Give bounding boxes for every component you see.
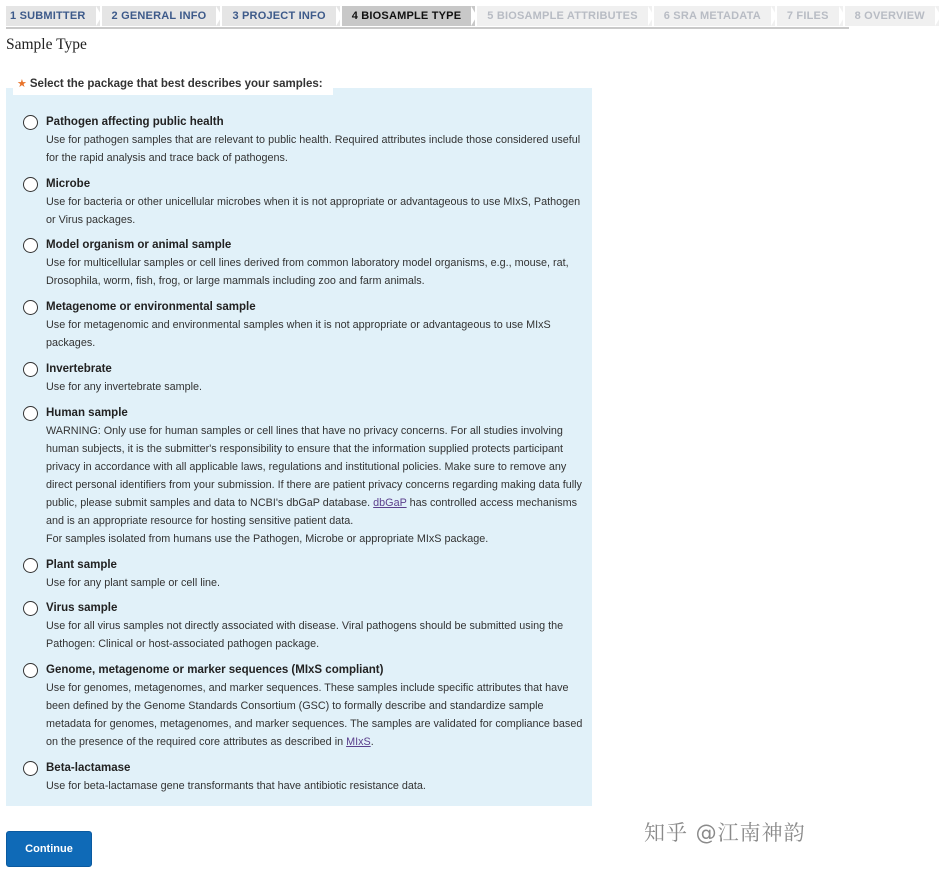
step-submitter[interactable]: 1 SUBMITTER	[6, 6, 100, 26]
option-title: Invertebrate	[46, 363, 112, 375]
package-prompt-text: Select the package that best describes your samples:	[29, 78, 323, 90]
radio-model-organism[interactable]	[23, 238, 38, 253]
step-files: 7 FILES	[777, 6, 843, 26]
option-description: Use for all virus samples not directly associated with disease. Viral pathogens should be submitted using the Pathogen: Clinical or host-associated pathogen package.	[46, 620, 564, 650]
radio-plant[interactable]	[23, 558, 38, 573]
human-warning-text: WARNING: Only use for human samples or cell lines that have no privacy concerns. For all studies involving human subjects, it is the submitter's responsibility to ensure that the information supplied protects participant privacy in accordance with all applicable laws, regulations and institutional policies. Make sure to remove any direct personal identifiers from your submission. If there are patient privacy concerns regarding making data fully public, please submit samples and data to NCBI's dbGaP database.	[46, 425, 582, 509]
step-general-info[interactable]: 2 GENERAL INFO	[102, 6, 221, 26]
required-star-icon: ★	[17, 78, 27, 90]
radio-human[interactable]	[23, 406, 38, 421]
step-biosample-type[interactable]: 4 BIOSAMPLE TYPE	[342, 6, 476, 26]
human-note-text: For samples isolated from humans use the Pathogen, Microbe or appropriate MIxS package.	[46, 533, 489, 545]
option-title: Virus sample	[46, 602, 118, 614]
step-sra-metadata: 6 SRA METADATA	[654, 6, 775, 26]
option-title: Model organism or animal sample	[46, 239, 232, 251]
package-panel	[6, 88, 592, 806]
package-prompt	[13, 73, 333, 95]
option-title: Genome, metagenome or marker sequences (MIxS compliant)	[46, 664, 384, 676]
option-description: Use for beta-lactamase gene transformants that have antibiotic resistance data.	[46, 780, 426, 792]
mixs-description-text: Use for genomes, metagenomes, and marker sequences. These samples include specific attributes that have been defined by the Genome Standards Consortium (GSC) to formally describe and standardize sample metadata for genomes, metagenomes, and marker sequences. The samples are validated for compliance based on the presence of the required core attributes as described in	[46, 682, 583, 748]
option-description: Use for metagenomic and environmental samples when it is not appropriate or advantageous to use MIxS packages.	[46, 319, 551, 349]
mixs-description-end: .	[370, 736, 374, 748]
radio-virus[interactable]	[23, 601, 38, 616]
dbgap-link[interactable]: dbGaP	[373, 497, 407, 509]
steps-divider	[6, 27, 849, 29]
option-title: Pathogen affecting public health	[46, 116, 224, 128]
option-title: Microbe	[46, 178, 91, 190]
option-description	[46, 422, 586, 548]
option-description	[46, 679, 586, 751]
option-title: Human sample	[46, 407, 128, 419]
option-title: Beta-lactamase	[46, 762, 131, 774]
option-description: Use for any plant sample or cell line.	[46, 577, 221, 589]
radio-pathogen[interactable]	[23, 115, 38, 130]
option-description: Use for multicellular samples or cell lines derived from common laboratory model organisms, e.g., mouse, rat, Drosophila, worm, fish, frog, or large mammals including zoo and farm animals.	[46, 257, 569, 287]
radio-microbe[interactable]	[23, 177, 38, 192]
radio-mixs[interactable]	[23, 663, 38, 678]
option-title: Metagenome or environmental sample	[46, 301, 256, 313]
human-warning-text-2: has controlled access mechanisms and is an appropriate resource for hosting sensitive patient data.	[46, 497, 578, 527]
radio-beta-lactamase[interactable]	[23, 761, 38, 776]
watermark: 知乎 @江南神韵	[644, 821, 806, 845]
step-project-info[interactable]: 3 PROJECT INFO	[222, 6, 339, 26]
wizard-steps	[6, 6, 925, 26]
radio-metagenome[interactable]	[23, 300, 38, 315]
option-description: Use for any invertebrate sample.	[46, 381, 203, 393]
step-overview: 8 OVERVIEW	[845, 6, 939, 26]
option-description: Use for bacteria or other unicellular microbes when it is not appropriate or advantageous to use MIxS, Pathogen or Virus packages.	[46, 196, 581, 226]
radio-invertebrate[interactable]	[23, 362, 38, 377]
page-title: Sample Type	[6, 36, 87, 53]
option-description: Use for pathogen samples that are relevant to public health. Required attributes include those considered useful for the rapid analysis and trace back of pathogens.	[46, 134, 581, 164]
step-biosample-attributes: 5 BIOSAMPLE ATTRIBUTES	[477, 6, 651, 26]
mixs-link[interactable]: MIxS	[346, 736, 371, 748]
continue-button[interactable]: Continue	[6, 831, 92, 867]
option-title: Plant sample	[46, 559, 117, 571]
